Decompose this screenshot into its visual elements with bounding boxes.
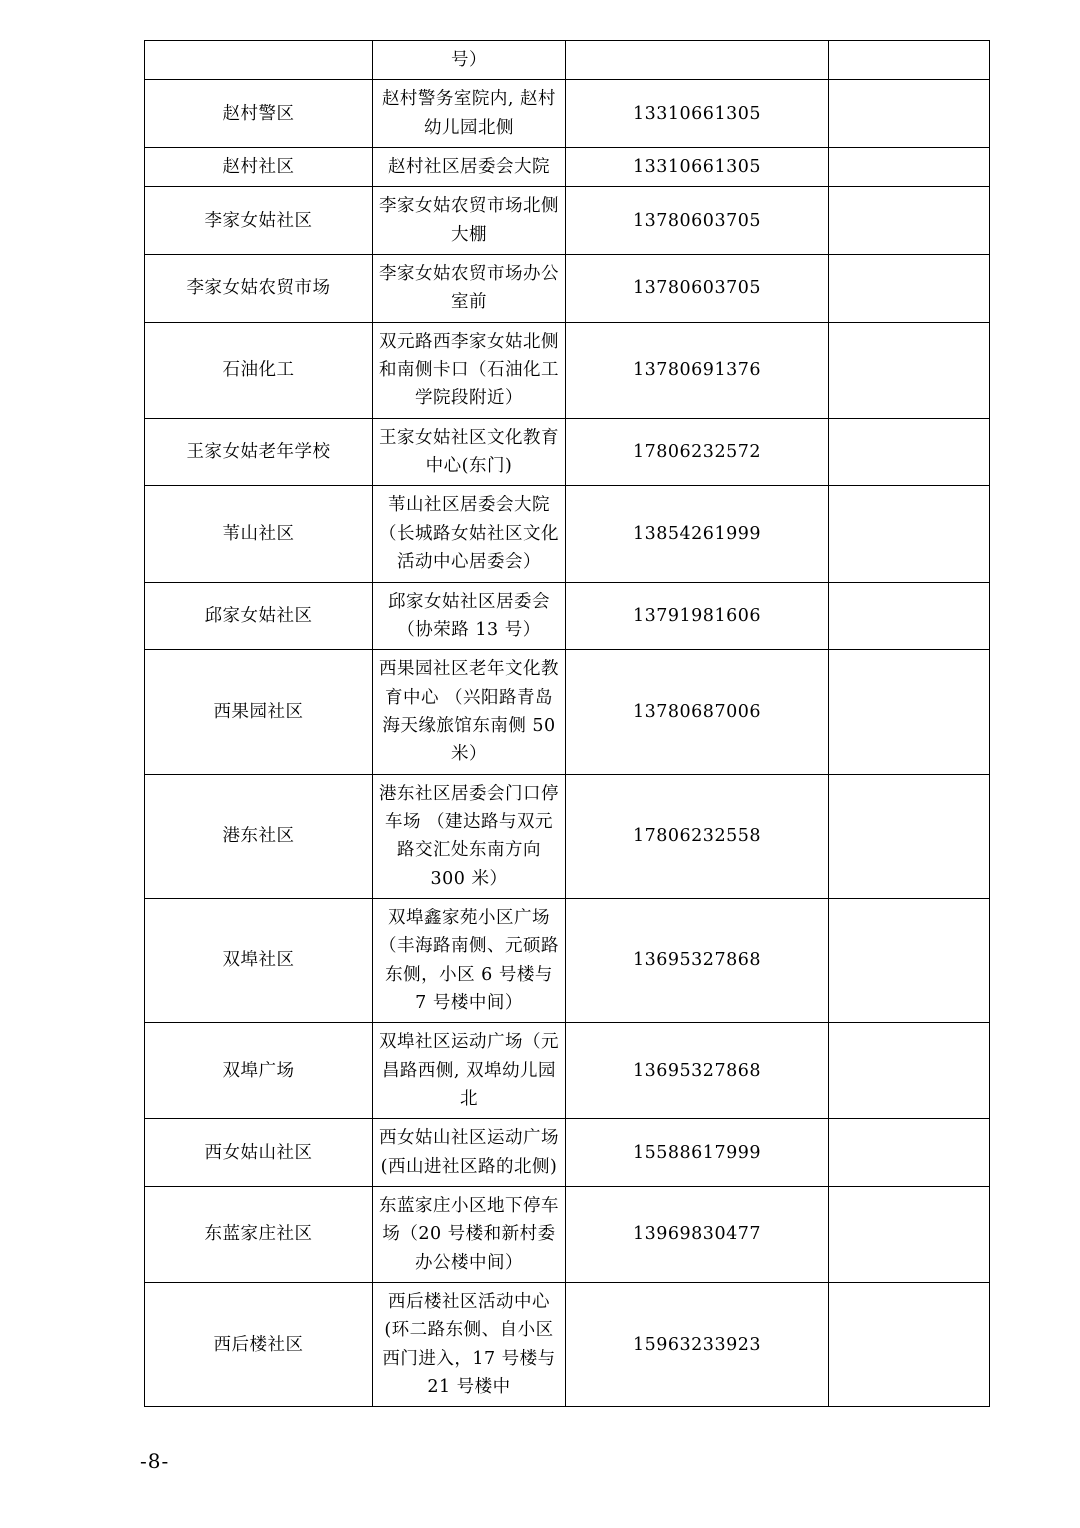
cell-phone: 17806232572 xyxy=(566,418,829,486)
cell-address: 东蓝家庄小区地下停车场（20 号楼和新村委办公楼中间） xyxy=(373,1187,566,1283)
table-row xyxy=(145,41,990,80)
cell-name xyxy=(145,41,373,80)
cell-blank xyxy=(829,774,990,898)
cell-name: 邱家女姑社区 xyxy=(145,582,373,650)
cell-blank xyxy=(829,418,990,486)
cell-phone: 13695327868 xyxy=(566,898,829,1022)
table-row xyxy=(145,650,990,774)
cell-name: 李家女姑农贸市场 xyxy=(145,255,373,323)
cell-name: 西女姑山社区 xyxy=(145,1119,373,1187)
table-row xyxy=(145,418,990,486)
table-row xyxy=(145,1023,990,1119)
cell-name: 双埠社区 xyxy=(145,898,373,1022)
table-row xyxy=(145,1119,990,1187)
cell-name: 赵村社区 xyxy=(145,148,373,187)
cell-blank xyxy=(829,898,990,1022)
cell-address: 西女姑山社区运动广场(西山进社区路的北侧) xyxy=(373,1119,566,1187)
cell-name: 西果园社区 xyxy=(145,650,373,774)
table-row xyxy=(145,322,990,418)
cell-blank xyxy=(829,1119,990,1187)
cell-name: 王家女姑老年学校 xyxy=(145,418,373,486)
cell-blank xyxy=(829,486,990,582)
cell-phone: 13780687006 xyxy=(566,650,829,774)
page-number: -8- xyxy=(140,1449,170,1473)
cell-address: 西后楼社区活动中心(环二路东侧、自小区西门进入，17 号楼与 21 号楼中 xyxy=(373,1283,566,1407)
cell-phone: 13310661305 xyxy=(566,148,829,187)
cell-blank xyxy=(829,41,990,80)
cell-address: 双埠鑫家苑小区广场 （丰海路南侧、元硕路东侧，小区 6 号楼与 7 号楼中间） xyxy=(373,898,566,1022)
cell-phone: 13695327868 xyxy=(566,1023,829,1119)
cell-phone: 13969830477 xyxy=(566,1187,829,1283)
cell-name: 东蓝家庄社区 xyxy=(145,1187,373,1283)
cell-name: 李家女姑社区 xyxy=(145,187,373,255)
cell-name: 港东社区 xyxy=(145,774,373,898)
cell-name: 双埠广场 xyxy=(145,1023,373,1119)
table-row xyxy=(145,774,990,898)
cell-address: 李家女姑农贸市场北侧大棚 xyxy=(373,187,566,255)
cell-blank xyxy=(829,1023,990,1119)
cell-phone xyxy=(566,41,829,80)
cell-phone: 13310661305 xyxy=(566,80,829,148)
cell-name: 苇山社区 xyxy=(145,486,373,582)
cell-name: 石油化工 xyxy=(145,322,373,418)
cell-phone: 17806232558 xyxy=(566,774,829,898)
cell-name: 西后楼社区 xyxy=(145,1283,373,1407)
cell-address: 赵村社区居委会大院 xyxy=(373,148,566,187)
table-row xyxy=(145,255,990,323)
cell-blank xyxy=(829,1187,990,1283)
table-row xyxy=(145,80,990,148)
cell-blank xyxy=(829,187,990,255)
cell-phone: 15963233923 xyxy=(566,1283,829,1407)
cell-phone: 13780691376 xyxy=(566,322,829,418)
table-row xyxy=(145,1187,990,1283)
contact-points-table xyxy=(144,40,990,1407)
cell-address: 苇山社区居委会大院 （长城路女姑社区文化活动中心居委会） xyxy=(373,486,566,582)
cell-phone: 13780603705 xyxy=(566,187,829,255)
cell-address: 双元路西李家女姑北侧和南侧卡口（石油化工学院段附近） xyxy=(373,322,566,418)
cell-address: 赵村警务室院内, 赵村幼儿园北侧 xyxy=(373,80,566,148)
cell-address: 李家女姑农贸市场办公室前 xyxy=(373,255,566,323)
cell-address: 邱家女姑社区居委会（协荣路 13 号） xyxy=(373,582,566,650)
cell-phone: 15588617999 xyxy=(566,1119,829,1187)
cell-blank xyxy=(829,148,990,187)
cell-address: 号） xyxy=(373,41,566,80)
table-row xyxy=(145,1283,990,1407)
cell-blank xyxy=(829,322,990,418)
cell-blank xyxy=(829,80,990,148)
cell-address: 西果园社区老年文化教育中心 （兴阳路青岛海天缘旅馆东南侧 50 米） xyxy=(373,650,566,774)
table-row xyxy=(145,582,990,650)
cell-phone: 13854261999 xyxy=(566,486,829,582)
table-row xyxy=(145,187,990,255)
cell-blank xyxy=(829,255,990,323)
table-body xyxy=(145,41,990,1407)
table-row xyxy=(145,148,990,187)
table-row xyxy=(145,898,990,1022)
cell-name: 赵村警区 xyxy=(145,80,373,148)
cell-blank xyxy=(829,1283,990,1407)
cell-blank xyxy=(829,582,990,650)
cell-phone: 13780603705 xyxy=(566,255,829,323)
cell-address: 王家女姑社区文化教育中心(东门) xyxy=(373,418,566,486)
cell-address: 港东社区居委会门口停车场 （建达路与双元路交汇处东南方向 300 米） xyxy=(373,774,566,898)
cell-phone: 13791981606 xyxy=(566,582,829,650)
cell-blank xyxy=(829,650,990,774)
table-row xyxy=(145,486,990,582)
cell-address: 双埠社区运动广场（元昌路西侧, 双埠幼儿园北 xyxy=(373,1023,566,1119)
